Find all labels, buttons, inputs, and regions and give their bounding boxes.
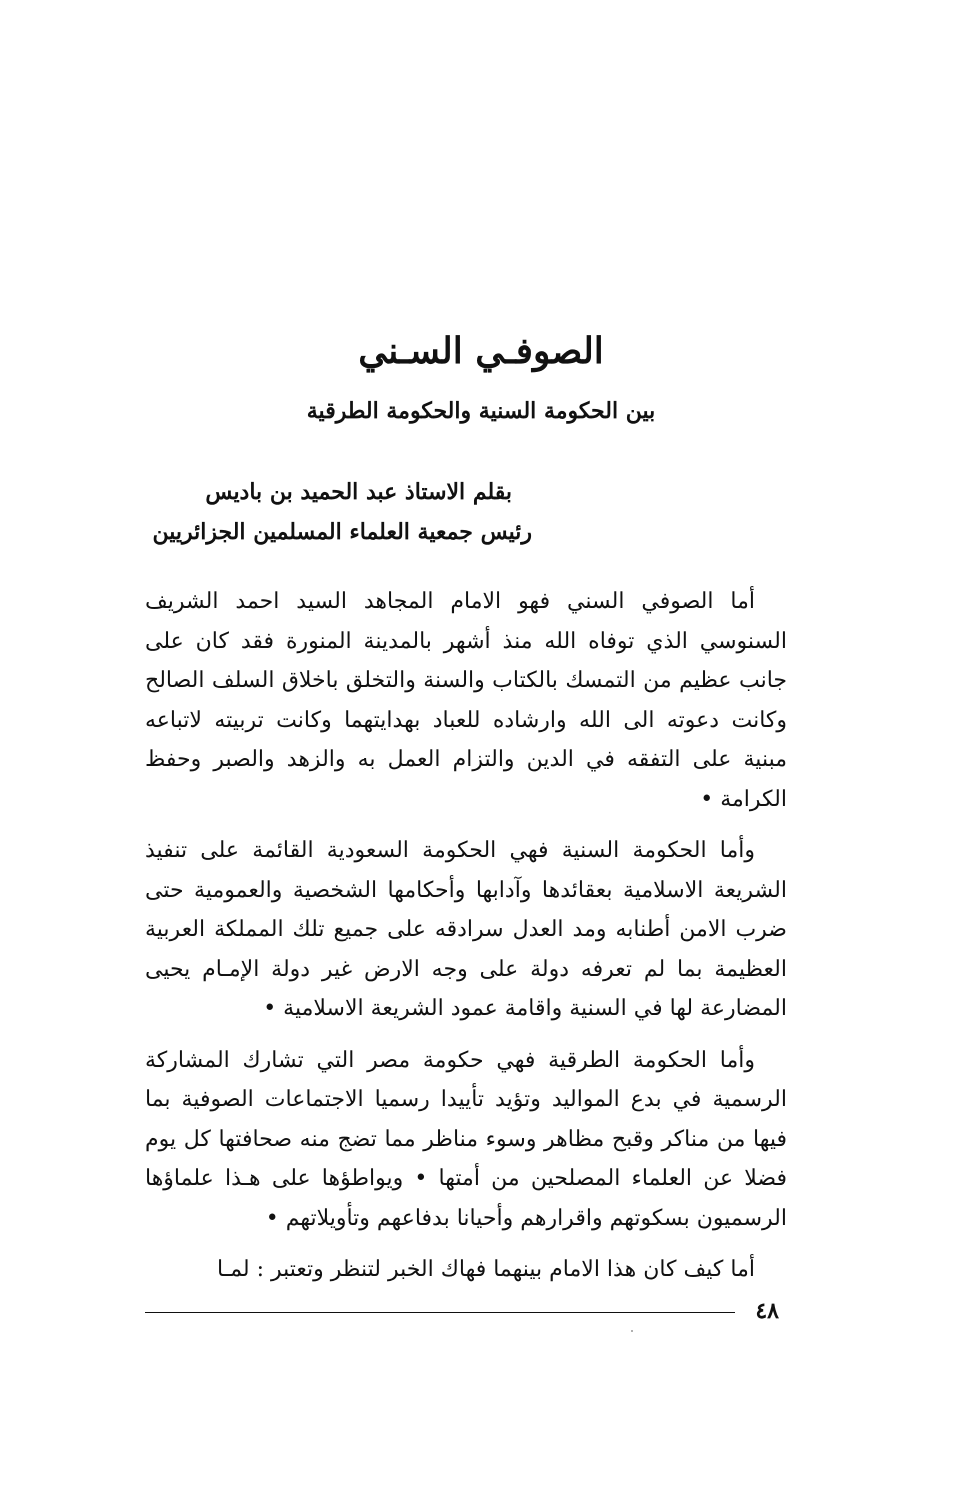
paragraph: أما الصوفي السني فهو الامام المجاهد السيد احمد الشريف السنوسي الذي توفاه الله منذ أشهر بالمدينة المنورة فقد كان على جانب عظيم من التمسك بالكتاب والسنة والتخلق باخلاق السلف الصالح وكانت دعوته الى الله وارشاده للعباد بهدايتهما وكانت تربيته لاتباعه مبنية على التفقه في الدين والتزام العمل به والزهد والصبر وحفظ الكرامة • [145, 589, 788, 812]
scan-speck [631, 1330, 633, 1332]
article-subtitle: بين الحكومة السنية والحكومة الطرقية [306, 398, 656, 424]
paragraph: وأما الحكومة الطرقية فهي حكومة مصر التي تشارك المشاركة الرسمية في بدع المواليد وتؤيد تأييدا رسميا الاجتماعات الصوفية بما فيها من مناكر وقبح مظاهر وسوء مناظر مما تضج منه صحافتها كل يوم فضلا عن العلماء المصلحين من أمتها • ويواطؤها على هـذا علماؤها الرسميون بسكوتهم واقرارهم وأحيانا بدفاعهم وتأويلاتهم • [145, 1047, 787, 1231]
page-footer [145, 1298, 785, 1328]
article-body [145, 582, 787, 1290]
paragraph: وأما الحكومة السنية فهي الحكومة السعودية القائمة على تنفيذ الشريعة الاسلامية بعقائدها وآدابها وأحكامها الشخصية والعمومية حتى ضرب الامن أطنابه ومد العدل سرادقه على جميع تلك المملكة العربية العظيمة بما لم تعرفه دولة على وجه الارض غير دولة الإمـام يحيى المضارعة لها في السنية واقامة عمود الشريعة الاسلامية • [145, 838, 787, 1021]
byline-role: رئيس جمعية العلماء المسلمين الجزائريين [152, 519, 532, 545]
paragraph: أما كيف كان هذا الامام بينهما فهاك الخبر لتنظر وتعتبر : لمـا [217, 1257, 755, 1282]
article-title: الصوفـي السـني [358, 330, 604, 372]
page-number: ٤٨ [755, 1298, 779, 1324]
byline-author: بقلم الاستاذ عبد الحميد بن باديس [205, 479, 512, 505]
footer-rule [145, 1312, 735, 1313]
byline [152, 472, 532, 552]
